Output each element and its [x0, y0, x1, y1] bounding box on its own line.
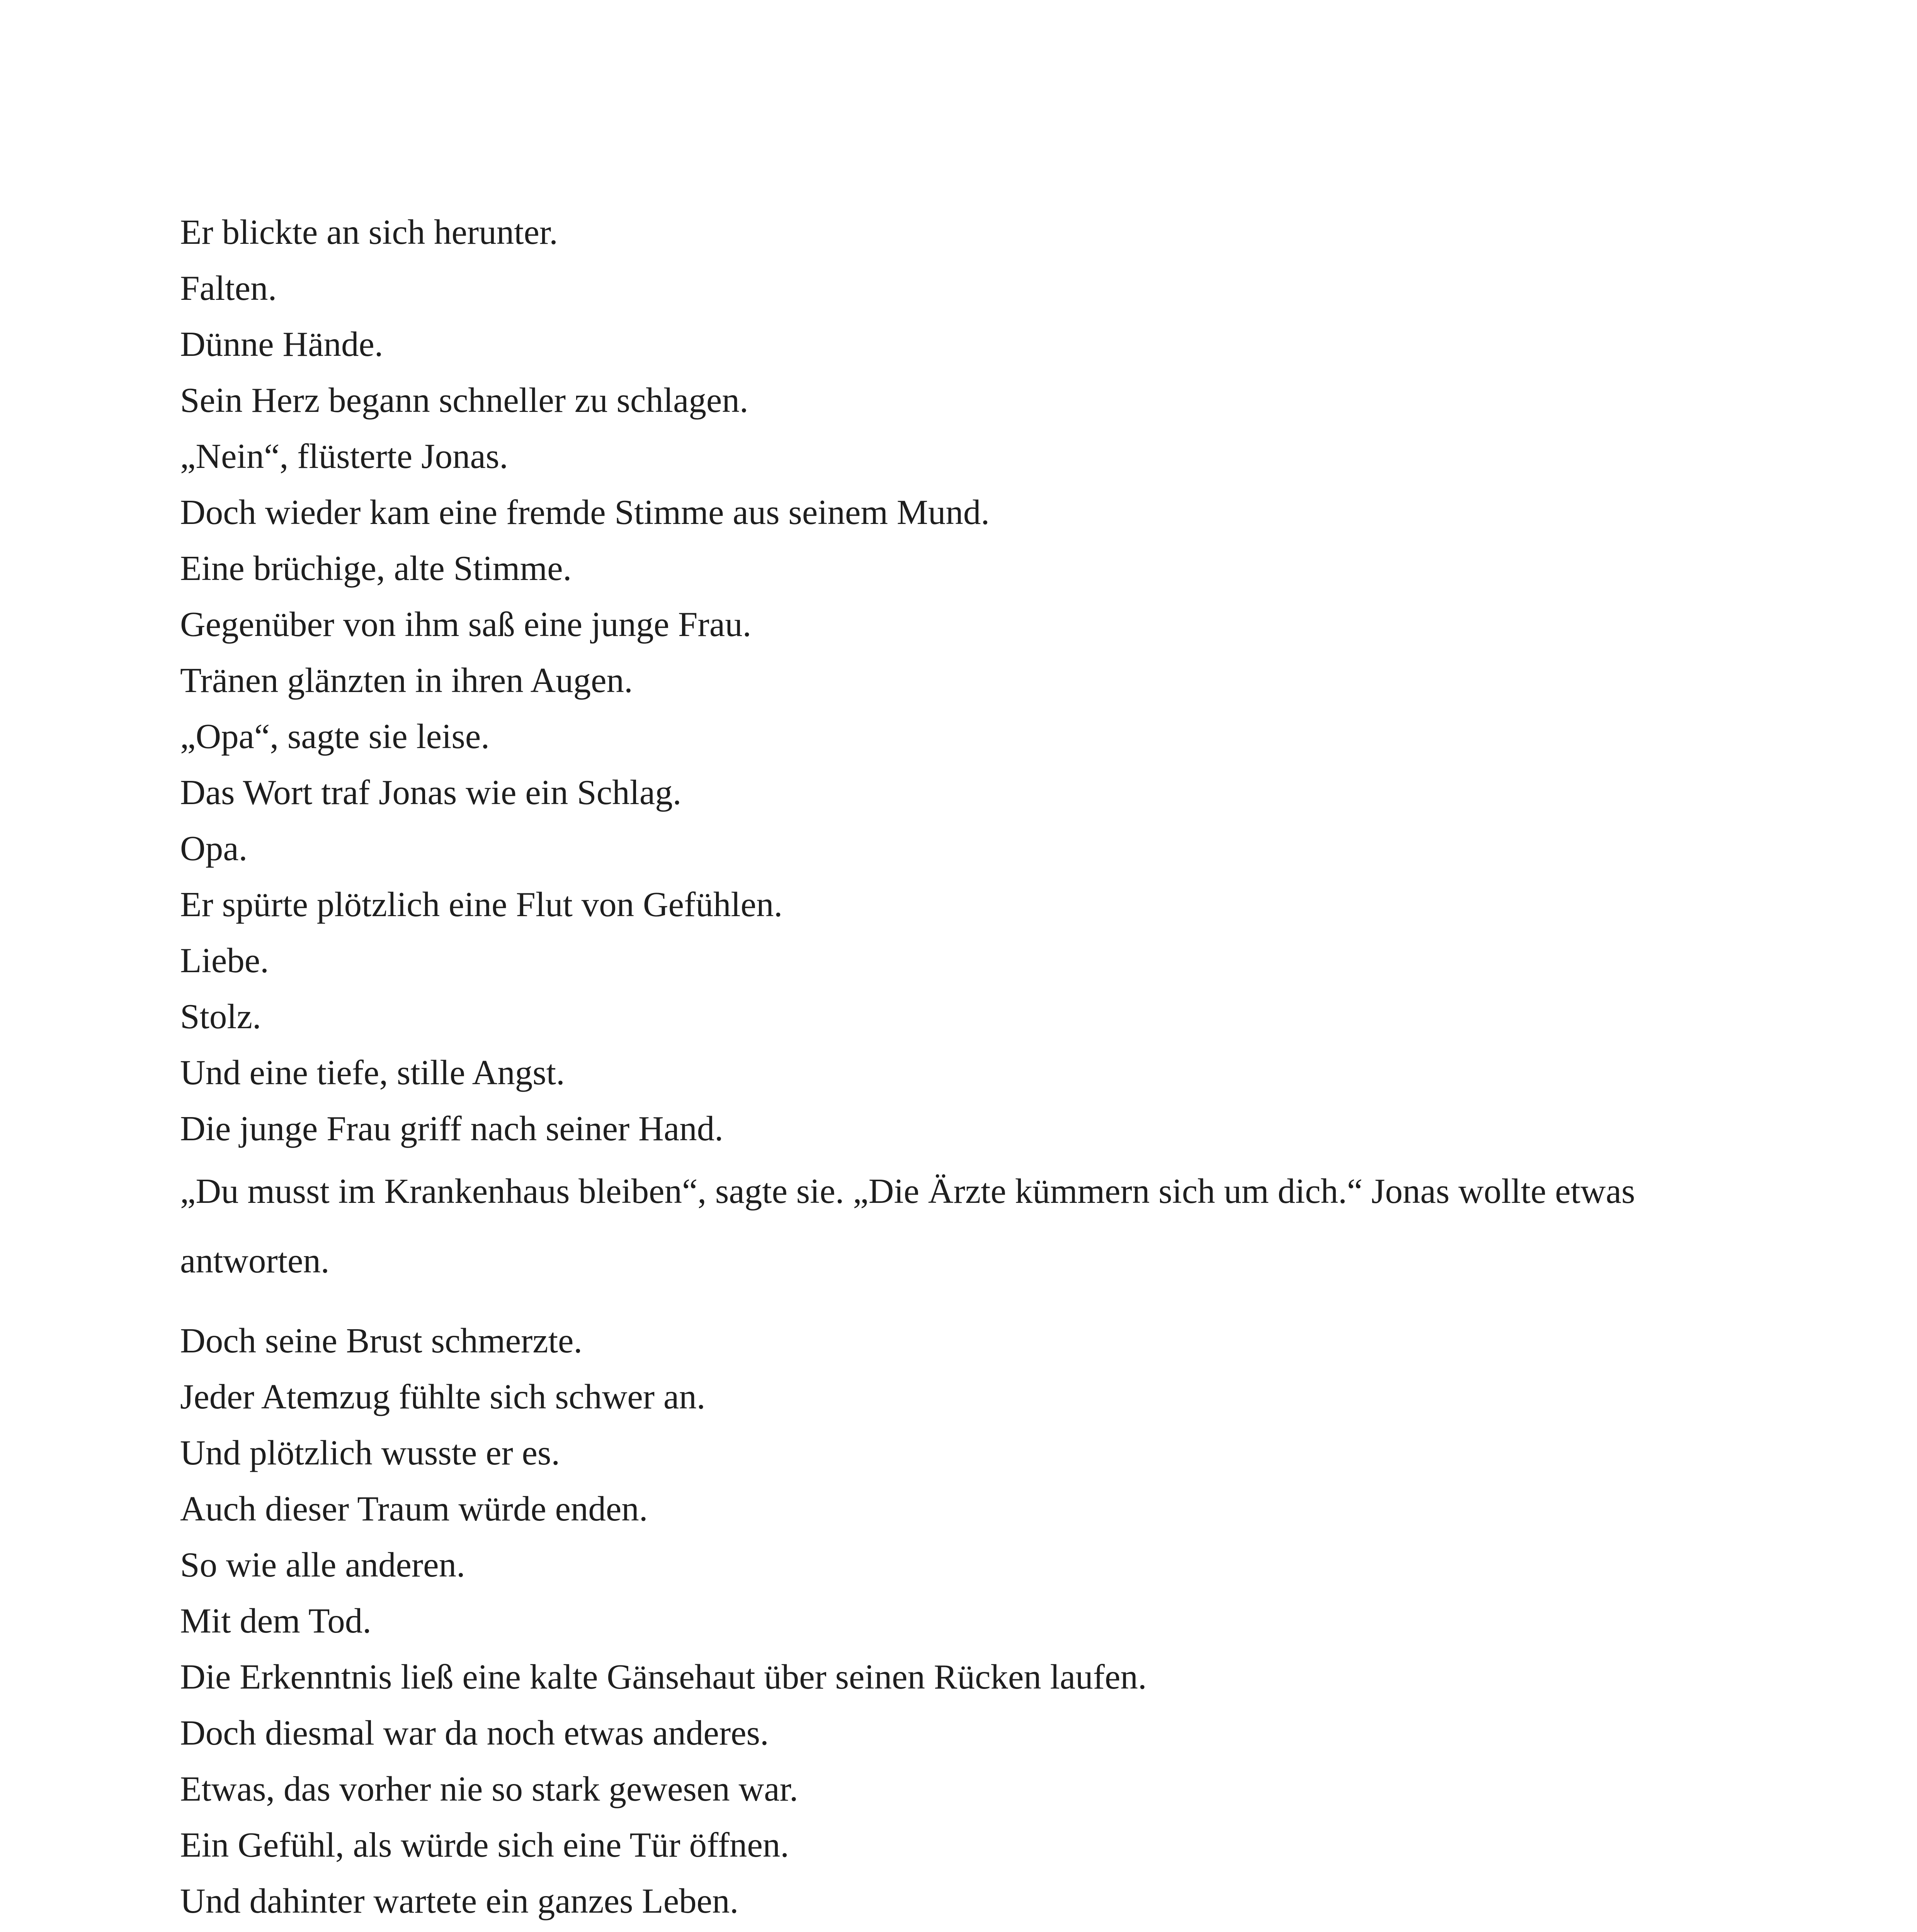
- text-line: [180, 1929, 1741, 1932]
- text-line: „Nein“, flüsterte Jonas.: [180, 437, 509, 476]
- text-line: Tränen glänzten in ihren Augen.: [180, 661, 633, 700]
- text-line: Eine brüchige, alte Stimme.: [180, 549, 572, 588]
- text-line: Doch wieder kam eine fremde Stimme aus seinem Mund.: [180, 493, 990, 532]
- text-line: Auch dieser Traum würde enden.: [180, 1489, 648, 1528]
- text-line: Dünne Hände.: [180, 325, 383, 364]
- text-line: Und dahinter wartete ein ganzes Leben.: [180, 1881, 739, 1920]
- text-line: Die Erkenntnis ließ eine kalte Gänsehaut über seinen Rücken laufen.: [180, 1657, 1147, 1696]
- text-line: Liebe.: [180, 941, 269, 980]
- text-line: Die junge Frau griff nach seiner Hand.: [180, 1109, 723, 1148]
- text-line: Er spürte plötzlich eine Flut von Gefühlen.: [180, 885, 783, 924]
- text-line: Sein Herz begann schneller zu schlagen.: [180, 381, 748, 420]
- text-line: „Opa“, sagte sie leise.: [180, 717, 490, 756]
- body-text: [180, 204, 1741, 1932]
- text-line: Opa.: [180, 829, 248, 868]
- text-line: Stolz.: [180, 997, 261, 1036]
- text-line: Falten.: [180, 269, 277, 308]
- text-line: So wie alle anderen.: [180, 1545, 465, 1584]
- text-line: Das Wort traf Jonas wie ein Schlag.: [180, 773, 682, 812]
- text-line: Er blickte an sich herunter.: [180, 213, 558, 252]
- text-line: Ein Gefühl, als würde sich eine Tür öffnen.: [180, 1825, 789, 1864]
- text-line: Und eine tiefe, stille Angst.: [180, 1053, 565, 1092]
- text-line: Doch diesmal war da noch etwas anderes.: [180, 1713, 769, 1752]
- text-line: Gegenüber von ihm saß eine junge Frau.: [180, 605, 752, 644]
- text-line: „Du musst im Krankenhaus bleiben“, sagte sie. „Die Ärzte kümmern sich um dich.“ Jonas wollte etwas antworten.: [180, 1172, 1635, 1280]
- text-line: Etwas, das vorher nie so stark gewesen war.: [180, 1769, 798, 1808]
- text-line: Mit dem Tod.: [180, 1601, 371, 1640]
- text-line: Und plötzlich wusste er es.: [180, 1433, 560, 1472]
- text-line: Doch seine Brust schmerzte.: [180, 1321, 583, 1360]
- text-line: Jeder Atemzug fühlte sich schwer an.: [180, 1377, 706, 1416]
